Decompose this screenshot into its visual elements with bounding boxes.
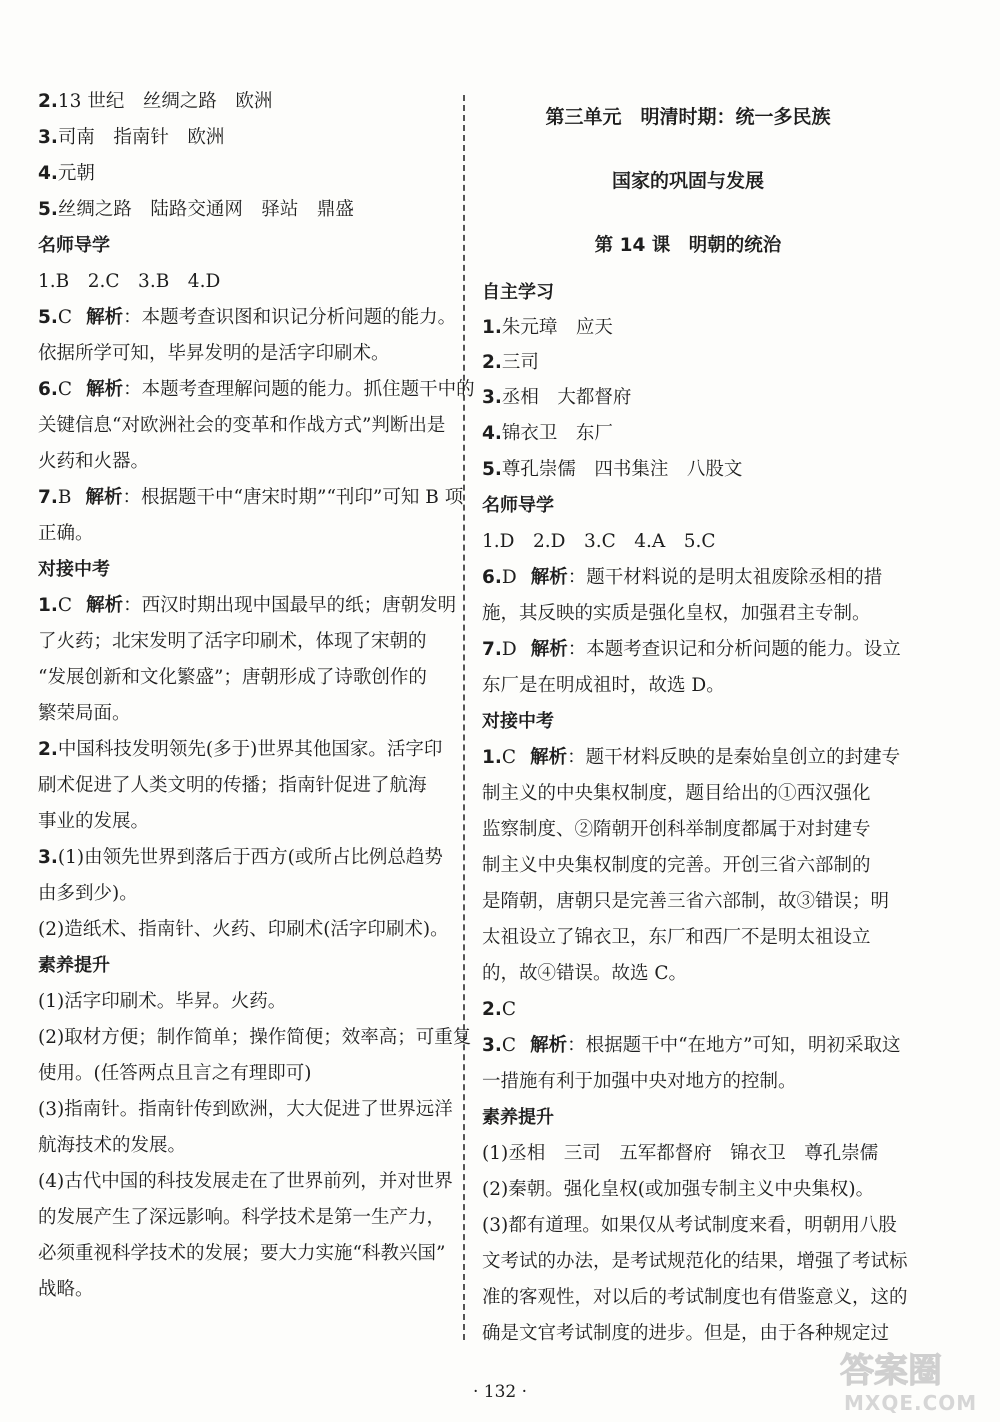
- answer-line: 1.B 2.C 3.B 4.D: [38, 271, 221, 292]
- answer-line: 2.13 世纪 丝绸之路 欧洲: [38, 91, 273, 112]
- answer-line: 战略。: [38, 1279, 94, 1300]
- answer-line: 是隋朝，唐朝只是完善三省六部制，故③错误；明: [482, 891, 890, 912]
- answer-line: 关键信息“对欧洲社会的变革和作战方式”判断出是: [38, 415, 446, 436]
- watermark-logo: [830, 1344, 988, 1416]
- answer-line: 7.B 解析：根据题干中“唐宋时期”“刊印”可知 B 项: [38, 487, 464, 508]
- answer-line: 4.锦衣卫 东厂: [482, 423, 613, 444]
- answer-line: 航海技术的发展。: [38, 1135, 187, 1156]
- answer-line: 使用。(任答两点且言之有理即可): [38, 1063, 312, 1084]
- page-number: · 132 ·: [472, 1382, 528, 1402]
- answer-line: (4)古代中国的科技发展走在了世界前列，并对世界: [38, 1171, 453, 1192]
- answer-line: 5.C 解析：本题考查识图和识记分析问题的能力。: [38, 307, 457, 328]
- answer-line: 制主义的中央集权制度，题目给出的①西汉强化: [482, 783, 871, 804]
- answer-line: 的发展产生了深远影响。科学技术是第一生产力，: [38, 1207, 446, 1228]
- section-heading-duijie: 对接中考: [482, 711, 554, 732]
- answer-line: 2.中国科技发明领先(多于)世界其他国家。活字印: [38, 739, 443, 760]
- section-heading-zizhu: 自主学习: [482, 282, 554, 303]
- answer-line: 1.朱元璋 应天: [482, 317, 613, 338]
- answer-line: 东厂是在明成祖时，故选 D。: [482, 675, 725, 696]
- section-heading-mingshi: 名师导学: [482, 495, 554, 516]
- answer-line: 由多到少)。: [38, 883, 138, 904]
- answer-line: 5.尊孔崇儒 四书集注 八股文: [482, 459, 743, 480]
- svg-text:MXQE.COM: MXQE.COM: [844, 1391, 978, 1415]
- svg-text:答案圈: 答案圈: [840, 1351, 942, 1391]
- answer-line: 刷术促进了人类文明的传播；指南针促进了航海: [38, 775, 427, 796]
- answer-line: “发展创新和文化繁盛”；唐朝形成了诗歌创作的: [38, 667, 427, 688]
- answer-line: 3.C 解析：根据题干中“在地方”可知，明初采取这: [482, 1035, 901, 1056]
- answer-line: 的，故④错误。故选 C。: [482, 963, 688, 984]
- answer-line: (3)都有道理。如果仅从考试制度来看，明朝用八股: [482, 1215, 897, 1236]
- answer-line: 4.元朝: [38, 163, 95, 184]
- answer-line: 3.丞相 大都督府: [482, 387, 632, 408]
- answer-line: 火药和火器。: [38, 451, 150, 472]
- answer-line: (1)活字印刷术。毕昇。火药。: [38, 991, 287, 1012]
- answer-line: 5.丝绸之路 陆路交通网 驿站 鼎盛: [38, 199, 354, 220]
- answer-line: 1.D 2.D 3.C 4.A 5.C: [482, 531, 716, 552]
- answer-line: 7.D 解析：本题考查识记和分析问题的能力。设立: [482, 639, 901, 660]
- column-divider: [463, 95, 465, 1340]
- lesson-title: 第 14 课 明朝的统治: [594, 235, 782, 256]
- answer-line: 事业的发展。: [38, 811, 150, 832]
- section-heading-duijie: 对接中考: [38, 559, 110, 580]
- answer-line: 正确。: [38, 523, 94, 544]
- answer-line: 繁荣局面。: [38, 703, 131, 724]
- answer-line: 依据所学可知，毕昇发明的是活字印刷术。: [38, 343, 390, 364]
- answer-line: 1.C 解析：西汉时期出现中国最早的纸；唐朝发明: [38, 595, 457, 616]
- section-heading-suyang: 素养提升: [482, 1107, 554, 1128]
- section-heading-mingshi: 名师导学: [38, 235, 110, 256]
- answer-line: 3.(1)由领先世界到落后于西方(或所占比例总趋势: [38, 847, 443, 868]
- answer-line: 6.C 解析：本题考查理解问题的能力。抓住题干中的: [38, 379, 475, 400]
- answer-line: (2)秦朝。强化皇权(或加强专制主义中央集权)。: [482, 1179, 875, 1200]
- answer-line: 2.C: [482, 999, 517, 1020]
- answer-line: 准的客观性，对以后的考试制度也有借鉴意义，这的: [482, 1287, 908, 1308]
- answer-line: 太祖设立了锦衣卫，东厂和西厂不是明太祖设立: [482, 927, 871, 948]
- answer-line: 制主义中央集权制度的完善。开创三省六部制的: [482, 855, 871, 876]
- section-heading-suyang: 素养提升: [38, 955, 110, 976]
- answer-line: 确是文官考试制度的进步。但是，由于各种规定过: [482, 1323, 890, 1344]
- answer-line: 2.三司: [482, 352, 539, 373]
- answer-line: 一措施有利于加强中央对地方的控制。: [482, 1071, 797, 1092]
- answer-line: (1)丞相 三司 五军都督府 锦衣卫 尊孔崇儒: [482, 1143, 879, 1164]
- answer-line: 必须重视科学技术的发展；要大力实施“科教兴国”: [38, 1243, 446, 1264]
- answer-line: 文考试的办法，是考试规范化的结果，增强了考试标: [482, 1251, 908, 1272]
- answer-line: 6.D 解析：题干材料说的是明太祖废除丞相的措: [482, 567, 883, 588]
- answer-line: (2)取材方便；制作简单；操作简便；效率高；可重复: [38, 1027, 472, 1048]
- answer-line: 监察制度、②隋朝开创科举制度都属于对封建专: [482, 819, 871, 840]
- answer-line: 3.司南 指南针 欧洲: [38, 127, 225, 148]
- unit-title: 第三单元 明清时期：统一多民族: [545, 106, 831, 128]
- answer-line: 施，其反映的实质是强化皇权，加强君主专制。: [482, 603, 871, 624]
- unit-subtitle: 国家的巩固与发展: [611, 170, 764, 192]
- answer-line: (3)指南针。指南针传到欧洲，大大促进了世界远洋: [38, 1099, 453, 1120]
- answer-line: (2)造纸术、指南针、火药、印刷术(活字印刷术)。: [38, 919, 449, 940]
- answer-line: 了火药；北宋发明了活字印刷术，体现了宋朝的: [38, 631, 427, 652]
- answer-line: 1.C 解析：题干材料反映的是秦始皇创立的封建专: [482, 747, 901, 768]
